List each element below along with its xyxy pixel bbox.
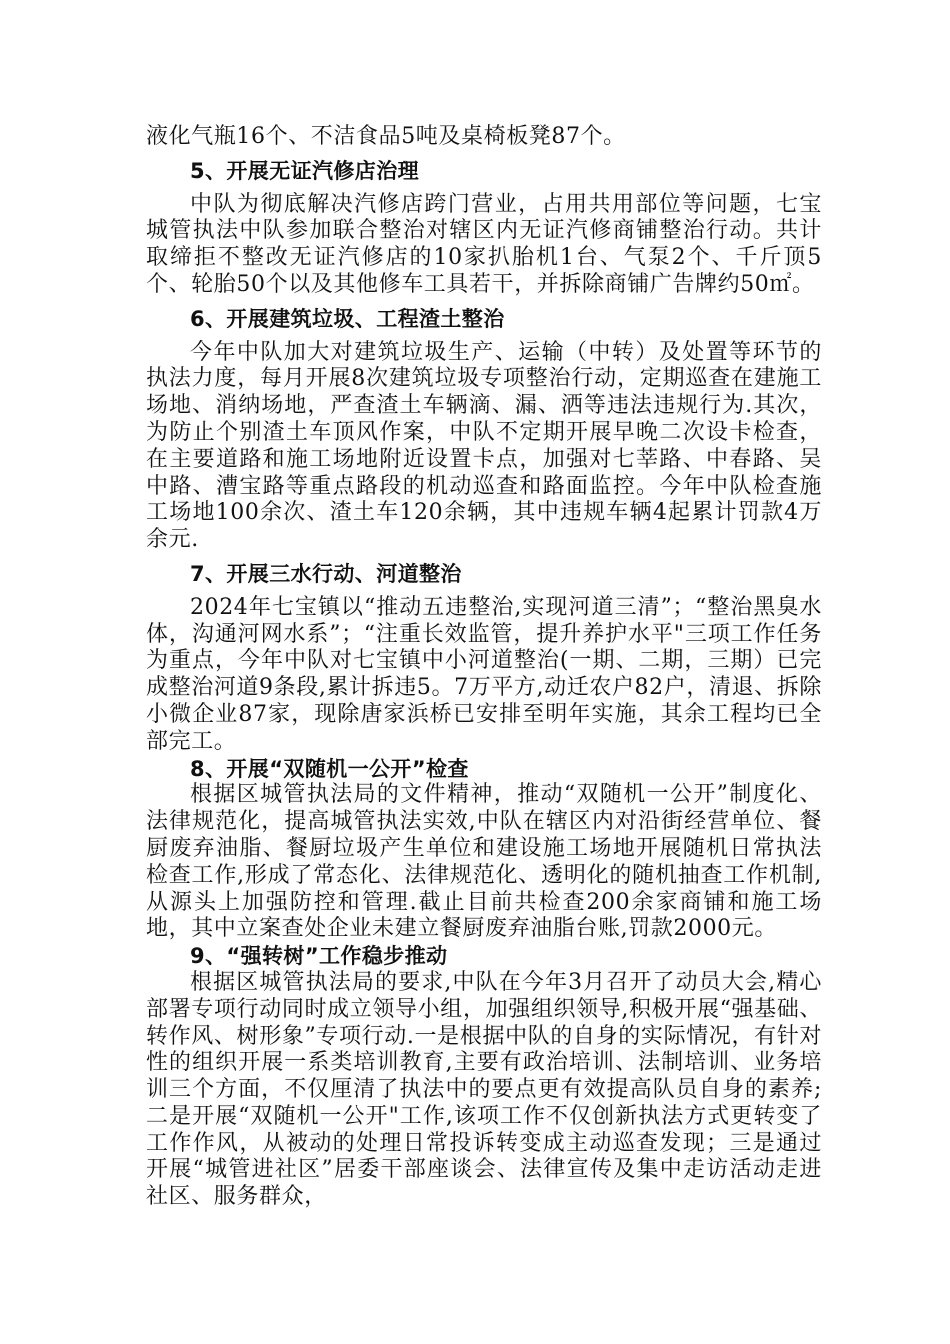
lead-paragraph: 液化气瓶16个、不洁食品5吨及桌椅板凳87个。 — [146, 124, 626, 149]
section-8-body: 根据区城管执法局的文件精神，推动“双随机一公开”制度化、法律规范化，提高城管执法实效,中队在辖区内对沿街经营单位、餐厨废弃油脂、餐厨垃圾产生单位和建设施工场地开展随机日常执法检查工作,形成了常态化、法律规范化、透明化的随机抽查工作机制,从源头上加强防控和管理.截止目前共检查200余家商铺和施工场地，其中立案查处企业未建立餐厨废弃油脂台账,罚款2000元。 — [146, 782, 822, 942]
section-9-body: 根据区城管执法局的要求,中队在今年3月召开了动员大会,精心部署专项行动同时成立领导小组，加强组织领导,积极开展“强基础、转作风、树形象”专项行动.一是根据中队的自身的实际情况，有针对性的组织开展一系类培训教育,主要有政治培训、法制培训、业务培训三个方面，不仅厘清了执法中的要点更有效提高队员自身的素养;二是开展“双随机一公开"工作,该项工作不仅创新执法方式更转变了工作作风，从被动的处理日常投诉转变成主动巡查发现；三是通过开展“城管进社区”居委干部座谈会、法律宣传及集中走访活动走进社区、服务群众， — [146, 969, 822, 1210]
section-5-heading: 5、开展无证汽修店治理 — [190, 158, 420, 183]
section-8-heading: 8、开展“双随机一公开”检查 — [190, 756, 469, 781]
section-6-heading: 6、开展建筑垃圾、工程渣土整治 — [190, 306, 505, 331]
section-9-heading: 9、“强转树”工作稳步推动 — [190, 944, 448, 969]
section-6-body: 今年中队加大对建筑垃圾生产、运输（中转）及处置等环节的执法力度，每月开展8次建筑垃圾专项整治行动，定期巡查在建施工场地、消纳场地，严查渣土车辆滴、漏、洒等违法违规行为.其次，为防止个别渣土车顶风作案，中队不定期开展早晚二次设卡检查，在主要道路和施工场地附近设置卡点，加强对七莘路、中春路、吴中路、漕宝路等重点路段的机动巡查和路面监控。今年中队检查施工场地100余次、渣土车120余辆，其中违规车辆4起累计罚款4万余元. — [146, 339, 822, 553]
document-page — [146, 124, 822, 1211]
section-7-heading: 7、开展三水行动、河道整治 — [190, 561, 462, 586]
section-5-body: 中队为彻底解决汽修店跨门营业，占用共用部位等问题，七宝城管执法中队参加联合整治对辖区内无证汽修商铺整治行动。共计取缔拒不整改无证汽修店的10家扒胎机1台、气泵2个、千斤顶5个、轮胎50个以及其他修车工具若干，并拆除商铺广告牌约50㎡。 — [146, 191, 822, 297]
section-7-body: 2024年七宝镇以“推动五违整治,实现河道三清”；“整治黑臭水体，沟通河网水系”；“注重长效监管，提升养护水平"三项工作任务为重点，今年中队对七宝镇中小河道整治(一期、二期，三期）已完成整治河道9条段,累计拆违5。7万平方,动迁农户82户，清退、拆除小微企业87家，现除唐家浜桥已安排至明年实施，其余工程均已全部完工。 — [146, 594, 822, 754]
